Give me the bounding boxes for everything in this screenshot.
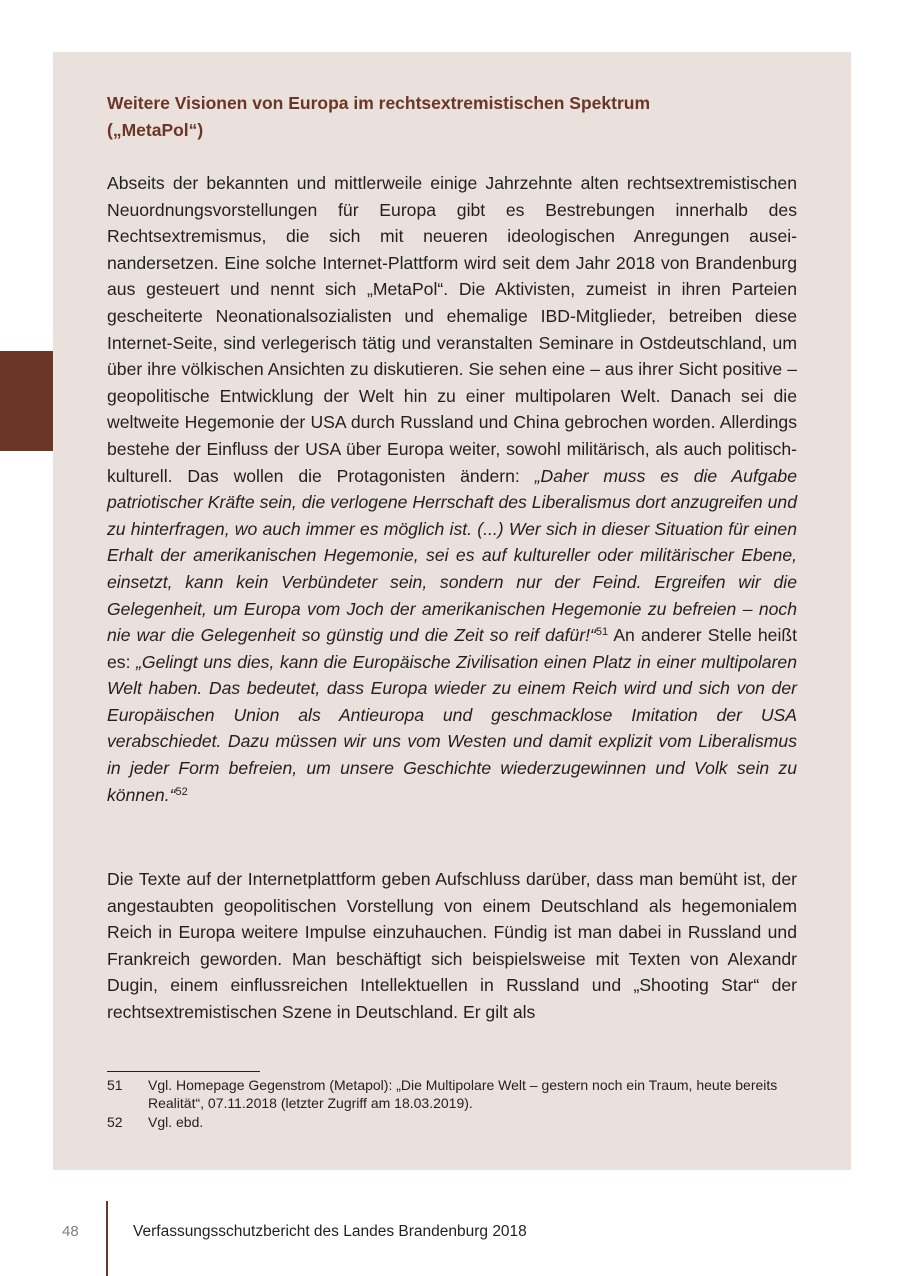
footnote-51 (107, 1077, 797, 1112)
page-number: 48 (62, 1223, 79, 1240)
quote-1: „Daher muss es die Aufgabe patriotischer Kräfte sein, die verlogene Herrschaft des Liberalismus dort anzugreifen und zu hinterfragen, wo auch immer es möglich ist. (...) Wer sich in dieser Situation für einen Erhalt der amerikanischen Hegemonie, sei es auf kultureller oder militärischer Ebene, einsetzt, kann kein Verbündeter sein, sondern nur der Feind. Ergreifen wir die Gelegenheit, um Europa vom Joch der amerikanischen Hegemonie zu befreien – noch nie war die Gelegenheit so günstig und die Zeit so reif dafür!“ (107, 465, 797, 646)
chapter-marker-tab (0, 351, 53, 451)
footnote-52 (107, 1114, 797, 1132)
footnote-text: Vgl. ebd. (148, 1114, 204, 1130)
section-heading (107, 90, 807, 144)
footer-divider (106, 1201, 108, 1276)
footnote-number: 51 (107, 1077, 123, 1093)
paragraph-1 (107, 170, 797, 808)
section-heading-line1: Weitere Visionen von Europa im rechtsextremistischen Spektrum (107, 93, 651, 113)
quote-2: „Gelingt uns dies, kann die Europäische Zivilisation einen Platz in einer multipolaren Welt haben. Das bedeutet, dass Europa wieder zu einem Reich wird und sich von der Europäischen Union als Antieuropa und geschmacklose Imitation der USA verabschiedet. Dazu müssen wir uns vom Westen und damit explizit vom Liberalismus in jeder Form befreien, um unsere Geschichte wiederzugewinnen und Volk sein zu können.“ (107, 651, 798, 805)
footnote-ref-51[interactable]: 51 (595, 626, 609, 639)
footer-title: Verfassungsschutzbericht des Landes Brandenburg 2018 (133, 1223, 527, 1240)
paragraph-1-text-b: An anderer Stelle heißt es: (107, 625, 797, 672)
section-heading-line2: („MetaPol“) (107, 120, 204, 140)
paragraph-1-text-a: Abseits der bekannten und mittlerweile einige Jahrzehnte alten rechtsextremistischen Neuordnungsvorstellungen für Europa gibt es Bestrebungen innerhalb des Rechtsextremismus, die sich mit neueren ideologischen Anregungen auseinandersetzen. Eine solche Internet-Plattform wird seit dem Jahr 2018 von Brandenburg aus gesteuert und nennt sich „MetaPol“. Die Aktivisten, zumeist in ihren Parteien gescheiterte Neonationalsozialisten und ehemalige IBD-Mitglieder, betreiben diese Internet-Seite, sind verlegerisch tätig und veranstalten Seminare in Ostdeutschland, um über ihre völkischen Ansichten zu diskutieren. Sie sehen eine – aus ihrer Sicht positive – geopolitische Entwicklung der Welt hin zu einer multipolaren Welt. Danach sei die weltweite Hegemonie der USA durch Russland und China gebrochen worden. Allerdings bestehe der Einfluss der USA über Europa weiter, sowohl militärisch, als auch politisch-kulturell. Das wollen die Protagonisten ändern: (107, 173, 797, 486)
footnote-divider (107, 1071, 260, 1072)
footnote-number: 52 (107, 1114, 123, 1130)
footnote-ref-52[interactable]: 52 (175, 785, 188, 798)
paragraph-2: Die Texte auf der Internetplattform geben Aufschluss darüber, dass man bemüht ist, der angestaubten geopolitischen Vorstellung von einem Deutschland als hegemonialem Reich in Europa weitere Impulse einzuhauchen. Fündig ist man dabei in Russland und Frankreich geworden. Man beschäftigt sich beispielsweise mit Texten von Alexandr Dugin, einem einflussreichen Intellektuellen in Russland und „Shooting Star“ der rechtsextremistischen Szene in Deutschland. Er gilt als (107, 869, 797, 1022)
footnote-text: Vgl. Homepage Gegenstrom (Metapol): „Die Multipolare Welt – gestern noch ein Traum, heute bereits Realität“, 07.11.2018 (letzter Zugriff am 18.03.2019). (148, 1077, 778, 1111)
